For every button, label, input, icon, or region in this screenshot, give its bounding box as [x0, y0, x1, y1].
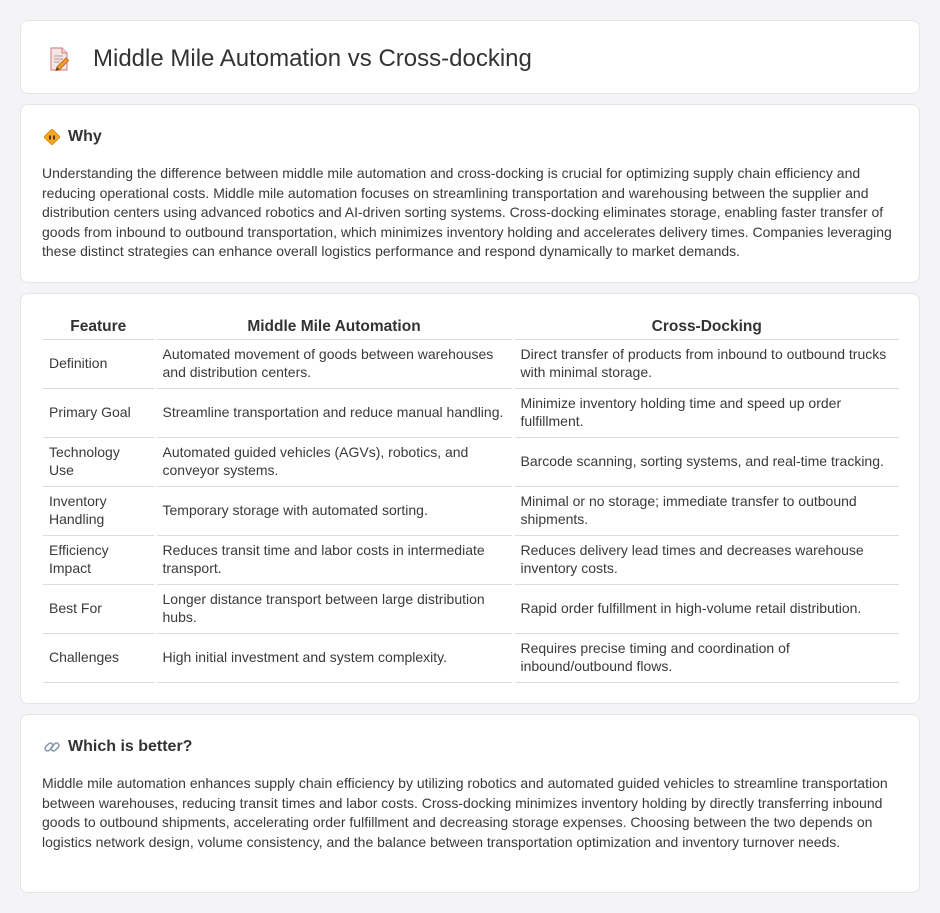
- link-icon: [43, 738, 61, 756]
- header-cross-docking: Cross-Docking: [513, 315, 899, 339]
- why-heading-row: [43, 127, 102, 147]
- title-row: [45, 42, 532, 76]
- feature-cell: Challenges: [43, 633, 155, 682]
- feature-cell: Definition: [43, 339, 155, 388]
- table-row: [43, 388, 899, 437]
- middle-mile-cell: Temporary storage with automated sorting.: [155, 486, 513, 535]
- feature-cell: Technology Use: [43, 437, 155, 486]
- header-feature: Feature: [43, 315, 155, 339]
- table-header-row: [43, 315, 899, 339]
- middle-mile-cell: Streamline transportation and reduce manual handling.: [155, 388, 513, 437]
- table-row: [43, 633, 899, 682]
- which-better-section: [20, 714, 920, 893]
- why-section: [20, 104, 920, 283]
- feature-cell: Best For: [43, 584, 155, 633]
- better-heading: Which is better?: [68, 738, 193, 755]
- why-text: Understanding the difference between middle mile automation and cross-docking is crucial for optimizing supply chain efficiency and reducing operational costs. Middle mile automation focuses on streamlining transportation and warehousing between the supplier and distribution centers using advanced robotics and AI-driven sorting systems. Cross-docking eliminates storage, enabling faster transfer of goods from inbound to outbound transportation, which minimizes inventory holding and accelerates delivery times. Companies leveraging these distinct strategies can enhance overall logistics performance and respond dynamically to market demands.: [42, 165, 892, 260]
- comparison-section: [20, 293, 920, 704]
- cross-docking-cell: Barcode scanning, sorting systems, and real-time tracking.: [513, 437, 899, 486]
- table-row: [43, 339, 899, 388]
- table-row: [43, 437, 899, 486]
- cross-docking-cell: Requires precise timing and coordination of inbound/outbound flows.: [513, 633, 899, 682]
- middle-mile-cell: Longer distance transport between large distribution hubs.: [155, 584, 513, 633]
- cross-docking-cell: Direct transfer of products from inbound to outbound trucks with minimal storage.: [513, 339, 899, 388]
- header-middle-mile: Middle Mile Automation: [155, 315, 513, 339]
- title-card: [20, 20, 920, 94]
- table-row: [43, 584, 899, 633]
- cross-docking-cell: Minimal or no storage; immediate transfer to outbound shipments.: [513, 486, 899, 535]
- better-heading-row: [43, 737, 192, 757]
- why-heading: Why: [68, 128, 102, 145]
- better-text: Middle mile automation enhances supply chain efficiency by utilizing robotics and automated guided vehicles to streamline transportation between warehouses, reducing transit times and labor costs. Cross-docking minimizes inventory holding by directly transferring inbound goods to outbound shipments, accelerating order fulfillment and decreasing storage expenses. Choosing between the two depends on logistics network design, volume consistency, and the balance between transportation optimization and inventory turnover needs.: [42, 775, 888, 850]
- middle-mile-cell: High initial investment and system complexity.: [155, 633, 513, 682]
- cross-docking-cell: Rapid order fulfillment in high-volume retail distribution.: [513, 584, 899, 633]
- feature-cell: Efficiency Impact: [43, 535, 155, 584]
- document-pencil-icon: [45, 45, 73, 73]
- table-row: [43, 486, 899, 535]
- page-title: Middle Mile Automation vs Cross-docking: [93, 45, 532, 72]
- middle-mile-cell: Automated guided vehicles (AGVs), robotics, and conveyor systems.: [155, 437, 513, 486]
- feature-cell: Primary Goal: [43, 388, 155, 437]
- diamond-sign-icon: [43, 128, 61, 146]
- cross-docking-cell: Reduces delivery lead times and decreases warehouse inventory costs.: [513, 535, 899, 584]
- middle-mile-cell: Automated movement of goods between warehouses and distribution centers.: [155, 339, 513, 388]
- cross-docking-cell: Minimize inventory holding time and speed up order fulfillment.: [513, 388, 899, 437]
- table-row: [43, 535, 899, 584]
- middle-mile-cell: Reduces transit time and labor costs in intermediate transport.: [155, 535, 513, 584]
- feature-cell: Inventory Handling: [43, 486, 155, 535]
- comparison-table: [43, 315, 899, 683]
